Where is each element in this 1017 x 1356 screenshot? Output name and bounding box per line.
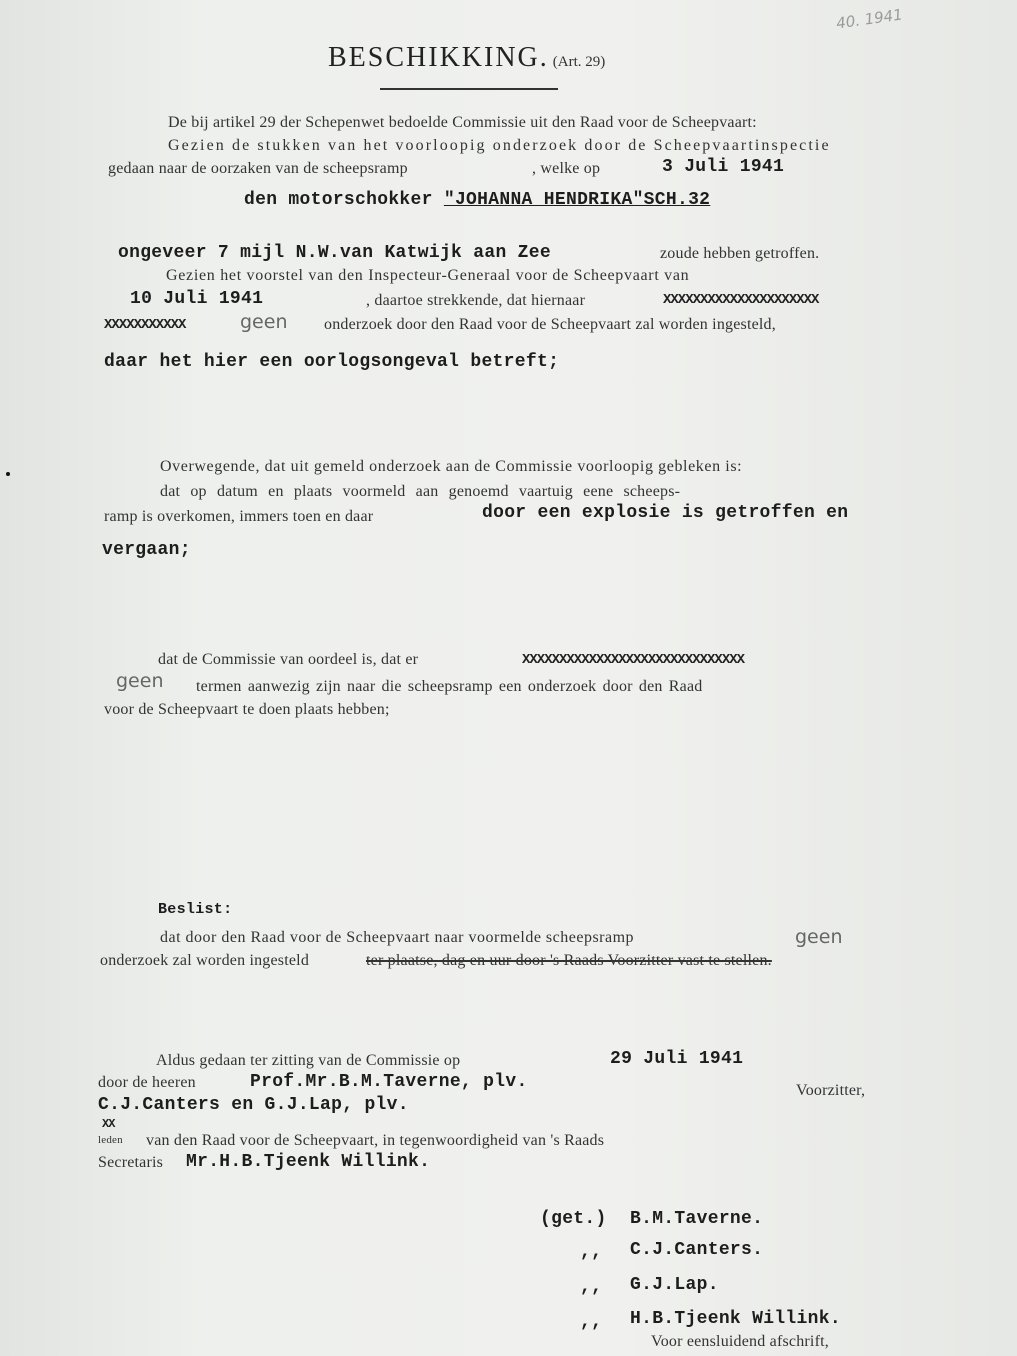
- p2-line3: onderzoek door den Raad voor de Scheepvaart zal worden ingesteld,: [324, 316, 776, 333]
- p3-line2: dat op datum en plaats voormeld aan genoemd vaartuig eene scheeps-: [160, 483, 681, 500]
- p5-line1: dat door den Raad voor de Scheepvaart naar voormelde scheepsramp: [160, 929, 635, 946]
- sig-willink: H.B.Tjeenk Willink.: [630, 1309, 841, 1329]
- sig-get: (get.): [540, 1209, 607, 1229]
- p1-line3: gedaan naar de oorzaken van de scheepsramp: [108, 160, 408, 177]
- p3-typed2: vergaan;: [102, 540, 191, 560]
- p3-line3: ramp is overkomen, immers toen en daar: [104, 508, 374, 525]
- p2-reason: daar het hier een oorlogsongeval betreft;: [104, 352, 560, 372]
- document-title: [328, 42, 605, 74]
- p1-line2: Gezien de stukken van het voorloopig onderzoek door de Scheepvaartinspectie: [168, 137, 831, 154]
- p2-xs1: XXXXXXXXXXXXXXXXXXXXX: [663, 292, 819, 308]
- p5-line2: onderzoek zal worden ingesteld: [100, 952, 310, 969]
- p6-secretaris: Secretaris: [98, 1154, 164, 1171]
- sig-ditto-1: ,,: [580, 1242, 603, 1262]
- p1-line3b: , welke op: [532, 160, 601, 177]
- ship-name: "JOHANNA HENDRIKA"SCH.32: [443, 190, 711, 210]
- pencil-note: 40. 1941: [835, 5, 904, 33]
- p6-line1: Aldus gedaan ter zitting van de Commissie op: [156, 1052, 461, 1069]
- p2-line1: Gezien het voorstel van den Inspecteur-Generaal voor de Scheepvaart van: [166, 267, 690, 284]
- p3-typed1: door een explosie is getroffen en: [482, 503, 849, 523]
- p2-date: 10 Juli 1941: [130, 289, 264, 309]
- footer-afschrift: Voor eensluidend afschrift,: [651, 1333, 829, 1350]
- p2-xs2: XXXXXXXXXXX: [104, 317, 186, 333]
- p2-geen: geen: [240, 311, 288, 333]
- p5-geen: geen: [795, 926, 843, 948]
- sig-ditto-2: ,,: [580, 1277, 603, 1297]
- p6-heeren-label: door de heeren: [98, 1074, 196, 1091]
- ship-line: [244, 190, 710, 210]
- p4-xs: XXXXXXXXXXXXXXXXXXXXXXXXXXXXXX: [522, 652, 745, 668]
- p4-geen: geen: [116, 670, 164, 692]
- p3-line1: Overwegende, dat uit gemeld onderzoek aan de Commissie voorloopig gebleken is:: [160, 458, 743, 475]
- beslist-label: Beslist:: [158, 901, 233, 918]
- title-underline: [380, 88, 558, 90]
- p4-line1: dat de Commissie van oordeel is, dat er: [158, 651, 419, 668]
- p6-date: 29 Juli 1941: [610, 1049, 744, 1069]
- sig-lap: G.J.Lap.: [630, 1275, 719, 1295]
- title-text: BESCHIKKING.: [328, 42, 549, 73]
- p6-xx: XX: [102, 1117, 115, 1131]
- p4-line2: termen aanwezig zijn naar die scheepsramp een onderzoek door den Raad: [196, 678, 703, 695]
- sig-canters: C.J.Canters.: [630, 1240, 764, 1260]
- sig-ditto-3: ,,: [580, 1312, 603, 1332]
- location-typed: ongeveer 7 mijl N.W.van Katwijk aan Zee: [118, 243, 551, 263]
- p6-sec-name: Mr.H.B.Tjeenk Willink.: [186, 1152, 431, 1172]
- margin-mark: [6, 472, 10, 476]
- p1-date: 3 Juli 1941: [662, 157, 785, 177]
- location-tail: zoude hebben getroffen.: [660, 245, 820, 262]
- p6-voorzitter: Voorzitter,: [796, 1082, 866, 1099]
- p6-leden: leden: [98, 1134, 123, 1146]
- title-article: (Art. 29): [552, 54, 606, 70]
- p6-raad-line: van den Raad voor de Scheepvaart, in tegenwoordigheid van 's Raads: [146, 1132, 605, 1149]
- p6-members: C.J.Canters en G.J.Lap, plv.: [98, 1095, 409, 1115]
- p4-line3: voor de Scheepvaart te doen plaats hebben;: [104, 701, 390, 718]
- p6-chair: Prof.Mr.B.M.Taverne, plv.: [250, 1072, 528, 1092]
- p5-struck: ter plaatse, dag en uur door 's Raads Voorzitter vast te stellen.: [366, 952, 772, 969]
- p1-line1: De bij artikel 29 der Schepenwet bedoelde Commissie uit den Raad voor de Scheepvaart:: [168, 114, 757, 131]
- p2-line2: , daartoe strekkende, dat hiernaar: [366, 292, 586, 309]
- ship-prefix: den motorschokker: [244, 190, 444, 210]
- sig-taverne: B.M.Taverne.: [630, 1209, 764, 1229]
